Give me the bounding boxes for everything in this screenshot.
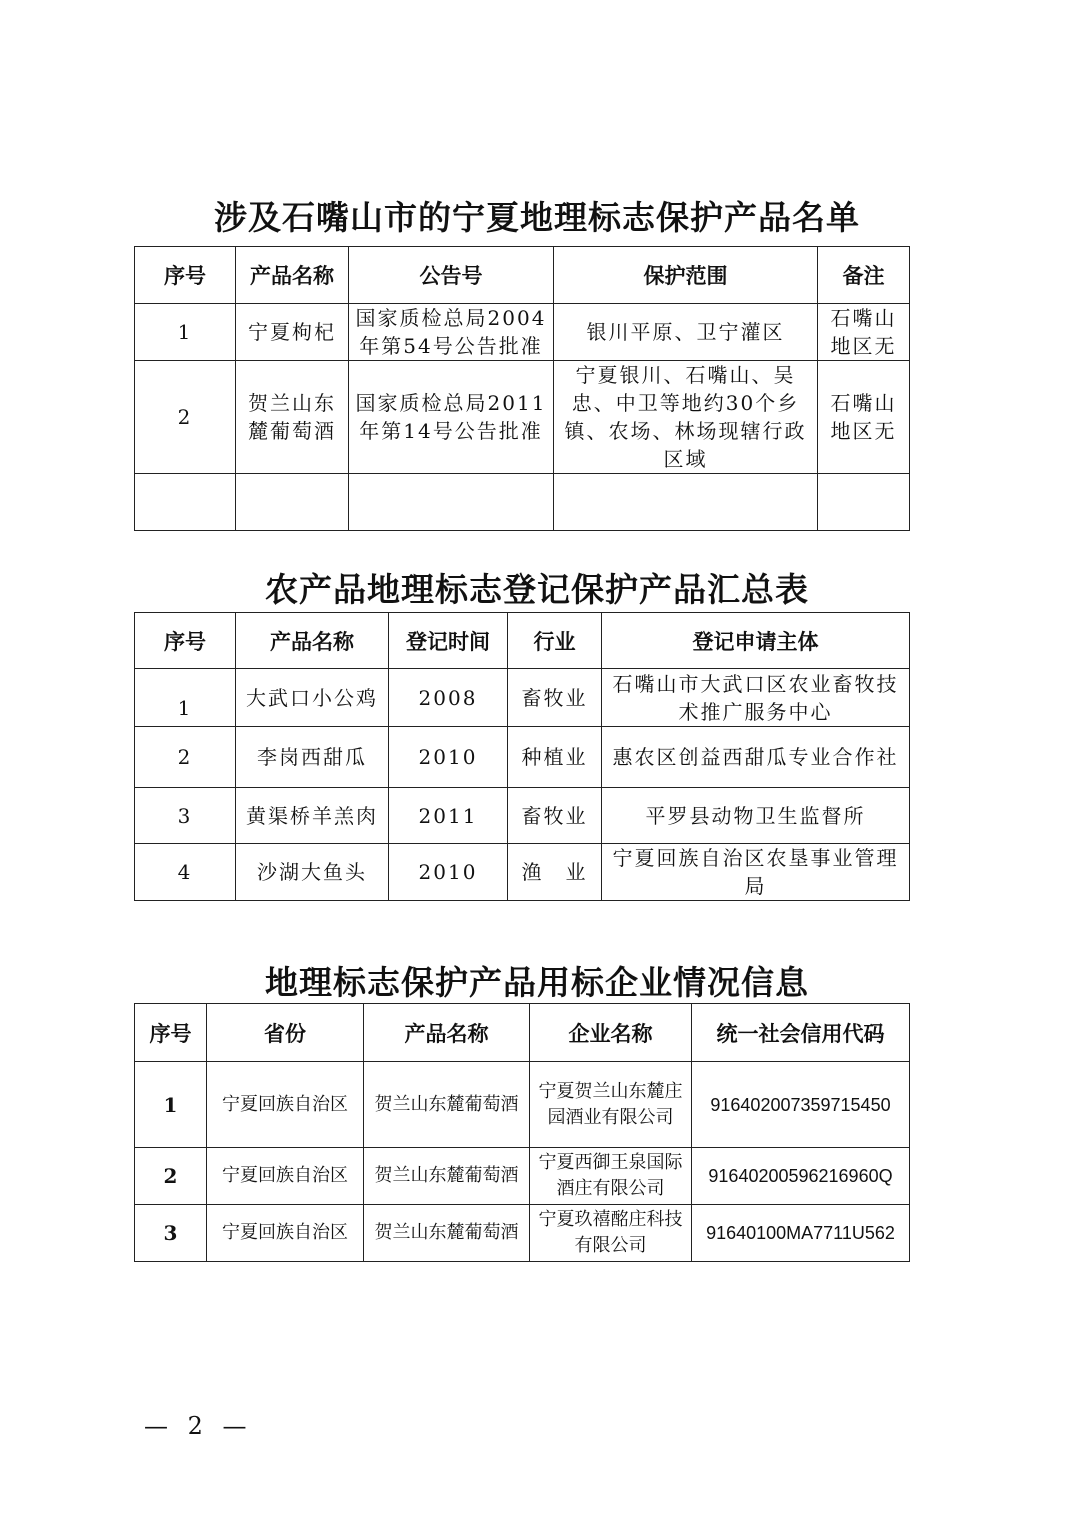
page-number: — 2 —	[144, 1412, 253, 1440]
province: 宁夏回族自治区	[207, 1148, 364, 1205]
table-row	[135, 669, 910, 727]
header-cell: 序号	[135, 1004, 207, 1062]
registration-year: 2010	[389, 844, 508, 901]
table-header-row	[135, 613, 910, 669]
row-index: 2	[135, 361, 236, 474]
remark: 石嘴山地区无	[818, 304, 910, 361]
applicant: 平罗县动物卫生监督所	[602, 788, 910, 844]
province: 宁夏回族自治区	[207, 1062, 364, 1148]
header-cell: 企业名称	[530, 1004, 692, 1062]
row-index: 3	[135, 1205, 207, 1262]
header-cell: 公告号	[349, 247, 554, 304]
table-header-row	[135, 1004, 910, 1062]
product-name: 贺兰山东麓葡萄酒	[364, 1062, 530, 1148]
header-cell: 统一社会信用代码	[692, 1004, 910, 1062]
table-header-row	[135, 247, 910, 304]
product-name: 贺兰山东麓葡萄酒	[364, 1205, 530, 1262]
geo-indication-product-table	[134, 246, 910, 531]
row-index: 2	[135, 727, 236, 788]
province: 宁夏回族自治区	[207, 1205, 364, 1262]
protection-scope: 宁夏银川、石嘴山、吴忠、中卫等地约30个乡镇、农场、林场现辖行政区域	[554, 361, 818, 474]
row-index: 1	[135, 304, 236, 361]
announcement-number: 国家质检总局2004年第54号公告批准	[349, 304, 554, 361]
table-row	[135, 474, 910, 531]
product-name: 黄渠桥羊羔肉	[236, 788, 389, 844]
empty-cell	[554, 474, 818, 531]
product-name: 大武口小公鸡	[236, 669, 389, 727]
row-index: 1	[135, 669, 236, 727]
enterprise-name: 宁夏玖禧酩庄科技有限公司	[530, 1205, 692, 1262]
empty-cell	[135, 474, 236, 531]
registration-year: 2011	[389, 788, 508, 844]
credit-code: 91640100MA7711U562	[692, 1205, 910, 1262]
table-row	[135, 1148, 910, 1205]
enterprise-name: 宁夏贺兰山东麓庄园酒业有限公司	[530, 1062, 692, 1148]
industry: 畜牧业	[508, 669, 602, 727]
enterprise-name: 宁夏西御王泉国际酒庄有限公司	[530, 1148, 692, 1205]
header-cell: 省份	[207, 1004, 364, 1062]
header-cell: 登记申请主体	[602, 613, 910, 669]
header-cell: 保护范围	[554, 247, 818, 304]
header-cell: 序号	[135, 247, 236, 304]
applicant: 惠农区创益西甜瓜专业合作社	[602, 727, 910, 788]
protection-scope: 银川平原、卫宁灌区	[554, 304, 818, 361]
empty-cell	[349, 474, 554, 531]
registration-year: 2008	[389, 669, 508, 727]
empty-cell	[236, 474, 349, 531]
empty-cell	[818, 474, 910, 531]
table3-title: 地理标志保护产品用标企业情况信息	[265, 963, 809, 1002]
header-cell: 行业	[508, 613, 602, 669]
table-row	[135, 1205, 910, 1262]
product-name: 贺兰山东麓葡萄酒	[364, 1148, 530, 1205]
product-name: 沙湖大鱼头	[236, 844, 389, 901]
product-name: 宁夏枸杞	[236, 304, 349, 361]
header-cell: 备注	[818, 247, 910, 304]
header-cell: 产品名称	[236, 613, 389, 669]
table-row	[135, 844, 910, 901]
product-name: 贺兰山东麓葡萄酒	[236, 361, 349, 474]
announcement-number: 国家质检总局2011年第14号公告批准	[349, 361, 554, 474]
row-index: 1	[135, 1062, 207, 1148]
enterprise-usage-table	[134, 1003, 910, 1262]
applicant: 石嘴山市大武口区农业畜牧技术推广服务中心	[602, 669, 910, 727]
credit-code: 916402007359715450	[692, 1062, 910, 1148]
industry: 畜牧业	[508, 788, 602, 844]
table-row	[135, 361, 910, 474]
table1-title: 涉及石嘴山市的宁夏地理标志保护产品名单	[214, 198, 860, 237]
table2-title: 农产品地理标志登记保护产品汇总表	[265, 570, 809, 609]
row-index: 4	[135, 844, 236, 901]
remark: 石嘴山地区无	[818, 361, 910, 474]
row-index: 2	[135, 1148, 207, 1205]
header-cell: 序号	[135, 613, 236, 669]
header-cell: 产品名称	[236, 247, 349, 304]
table-row	[135, 727, 910, 788]
table-row	[135, 1062, 910, 1148]
table-row	[135, 788, 910, 844]
industry: 种植业	[508, 727, 602, 788]
table-row	[135, 304, 910, 361]
header-cell: 登记时间	[389, 613, 508, 669]
row-index: 3	[135, 788, 236, 844]
registration-year: 2010	[389, 727, 508, 788]
industry: 渔 业	[508, 844, 602, 901]
agri-product-registration-table	[134, 612, 910, 901]
credit-code: 91640200596216960Q	[692, 1148, 910, 1205]
header-cell: 产品名称	[364, 1004, 530, 1062]
applicant: 宁夏回族自治区农垦事业管理局	[602, 844, 910, 901]
product-name: 李岗西甜瓜	[236, 727, 389, 788]
